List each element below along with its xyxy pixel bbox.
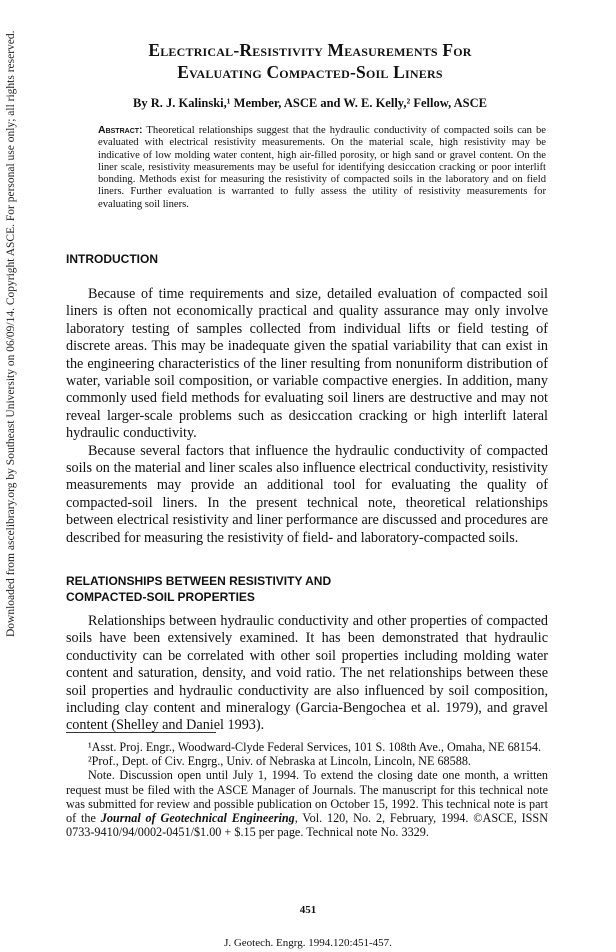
paragraph: Relationships between hydraulic conductivity and other properties of compacted soils have been extensively examined. It has been demonstrated that hydraulic conductivity can be correlated with other soil properties including molding water content and saturation, density, and void ratio. The net relationships between these soil properties and hydraulic conductivity are also influenced by soil composition, including clay content and mineralogy (Garcia-Bengochea et al. 1979), and gravel content (Shelley and Daniel 1993). (66, 613, 548, 734)
heading-line: COMPACTED-SOIL PROPERTIES (66, 590, 255, 604)
relationships-body (66, 613, 548, 735)
footnote-divider (66, 732, 216, 733)
title-line-1: Electrical-Resistivity Measurements For (148, 40, 472, 60)
author-byline: By R. J. Kalinski,¹ Member, ASCE and W. E. Kelly,² Fellow, ASCE (133, 96, 487, 110)
section-heading-introduction: INTRODUCTION (66, 252, 158, 266)
footnote-1: ¹Asst. Proj. Engr., Woodward-Clyde Federal Services, 101 S. 108th Ave., Omaha, NE 68154. (88, 740, 542, 754)
note-text-end: , Vol. 120, No. 2, February, 1994. ©ASCE, ISSN 0733-9410/94/0002-0451/$1.00 + $.15 per page. Technical note No. 3329. (66, 811, 548, 840)
discussion-note (66, 768, 548, 839)
introduction-body (66, 286, 548, 547)
footnote-2: ²Prof., Dept. of Civ. Engrg., Univ. of Nebraska at Lincoln, Lincoln, NE 68588. (88, 754, 471, 769)
note-text: Note. Discussion open until July 1, 1994. To extend the closing date one month, a written request must be filed with the ASCE Manager of Journals. The manuscript for this technical note was submitted for review and possible publication on October 15, 1992. This technical note is part of the (66, 768, 548, 826)
download-notice: Downloaded from ascelibrary.org by Southeast University on 06/09/14. Copyright ASCE. For personal use only; all rights reserved. (5, 30, 17, 637)
journal-name: Journal of Geotechnical Engineering (100, 811, 295, 826)
paragraph: Because of time requirements and size, detailed evaluation of compacted soil liners is often not economically practical and quality assurance may only involve laboratory testing of samples collected from individual lifts or field testing of discrete areas. This may be inadequate given the spatial variability that can exist in the engineering characteristics of the liner resulting from nonuniform distribution of water, variable soil composition, or variable compactive energies. In addition, many commonly used field methods for evaluating soil liners are destructive and may not reveal larger-scale problems such as desiccation cracking or high interlift lateral hydraulic conductivity. (66, 286, 548, 442)
abstract-text: Theoretical relationships suggest that the hydraulic conductivity of compacted soils can be evaluated with electrical resistivity measurements. On the material scale, high resistivity may be indicative of low molding water content, high air-filled porosity, or high sand or gravel content. On the liner scale, resistivity measurements may be useful for identifying desiccation cracking or poor interlift bonding. Methods exist for measuring the resistivity of compacted soils in the laboratory and on field liners. Further evaluation is warranted to fully assess the utility of resistivity measurements for evaluating soil liners. (98, 125, 546, 210)
page-number: 451 (299, 904, 317, 916)
citation: J. Geotech. Engrg. 1994.120:451-457. (224, 937, 392, 949)
section-heading-relationships (66, 573, 331, 605)
paragraph: Because several factors that influence the hydraulic conductivity of compacted soils on the material and liner scales also influence electrical conductivity, resistivity measurements may provide an additional tool for evaluating the quality of compacted-soil liners. In the present technical note, theoretical relationships between electrical resistivity and liner performance are discussed and procedures are described for measuring the resistivity of field- and laboratory-compacted soils. (66, 442, 548, 546)
abstract-label: Abstract: (98, 124, 143, 136)
title-line-2: Evaluating Compacted-Soil Liners (177, 62, 443, 82)
abstract (98, 124, 546, 211)
footnotes (66, 740, 548, 839)
heading-line: RELATIONSHIPS BETWEEN RESISTIVITY AND (66, 574, 332, 588)
